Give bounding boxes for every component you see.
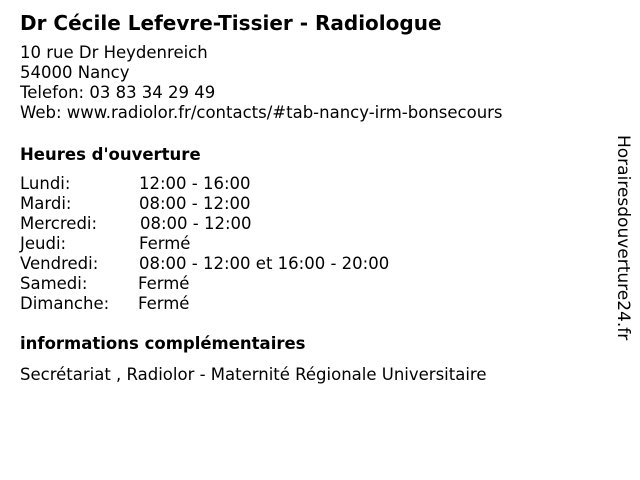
time-value: Fermé	[139, 234, 191, 253]
day-label: Vendredi:	[20, 254, 99, 273]
time-value: 08:00 - 12:00	[140, 214, 252, 233]
time-value: 08:00 - 12:00 et 16:00 - 20:00	[139, 254, 390, 273]
time-value: Fermé	[138, 294, 190, 313]
day-label: Jeudi:	[20, 234, 67, 253]
watermark-text: Horairesdouverture24.fr	[613, 135, 633, 341]
site-watermark	[611, 135, 635, 347]
page-title: Dr Cécile Lefevre-Tissier - Radiologue	[20, 11, 442, 35]
additional-info-text: Secrétariat , Radiolor - Maternité Régionale Universitaire	[20, 365, 487, 384]
time-value: 12:00 - 16:00	[139, 174, 251, 193]
day-label: Mardi:	[20, 194, 72, 213]
time-value: Fermé	[138, 274, 190, 293]
day-label: Dimanche:	[20, 294, 110, 313]
day-label: Samedi:	[20, 274, 88, 293]
day-label: Lundi:	[20, 174, 71, 193]
additional-info-heading: informations complémentaires	[20, 334, 306, 353]
address-street: 10 rue Dr Heydenreich	[20, 43, 208, 62]
day-label: Mercredi:	[20, 214, 98, 233]
address-city: 54000 Nancy	[20, 63, 130, 82]
time-value: 08:00 - 12:00	[139, 194, 251, 213]
website-link[interactable]: Web: www.radiolor.fr/contacts/#tab-nancy-irm-bonsecours	[20, 103, 503, 122]
address-block	[20, 43, 503, 123]
phone-number[interactable]: Telefon: 03 83 34 29 49	[20, 83, 216, 102]
opening-hours-heading: Heures d'ouverture	[20, 145, 201, 164]
